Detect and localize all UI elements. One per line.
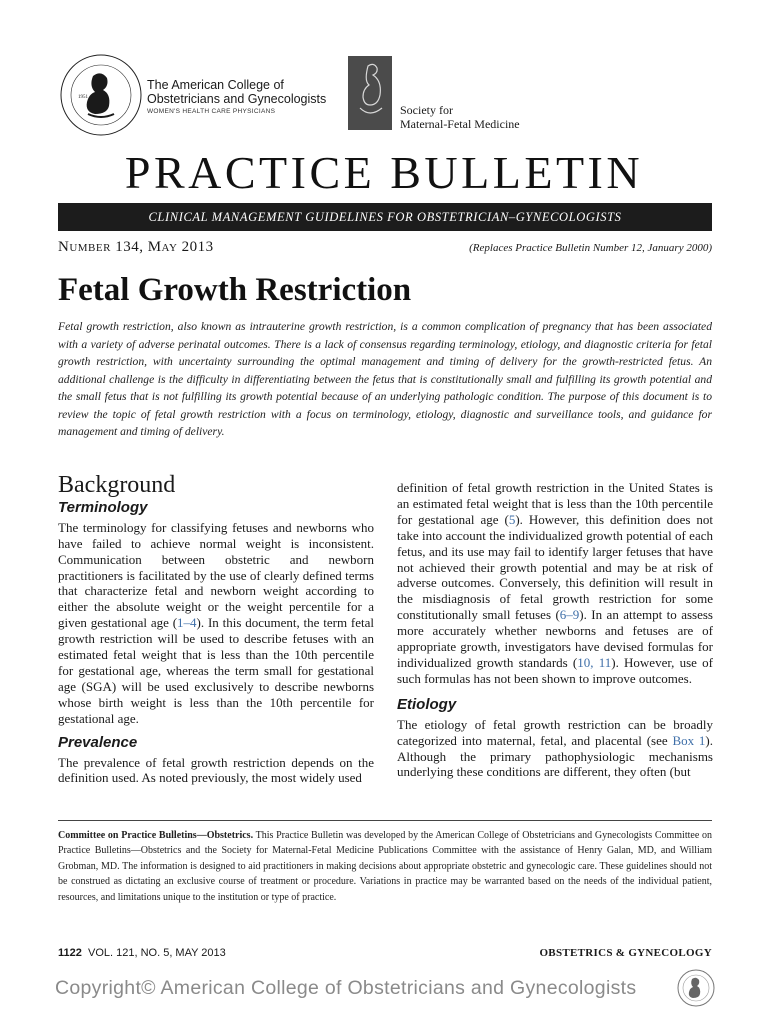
acog-tagline: WOMEN'S HEALTH CARE PHYSICIANS	[147, 107, 276, 115]
abstract: Fetal growth restriction, also known as intrauterine growth restriction, is a common complication of pregnancy that has been associated with a variety of adverse perinatal outcomes. There is a lack of consensus regarding terminology, etiology, and diagnostic criteria for fetal growth restriction, with uncertainty surrounding the optimal management and timing of delivery for the growth-restricted fetus. An additional challenge is the difficulty in differentiating between the fetus that is constitutionally small and fulfilling its growth potential and the small fetus that is not fulfilling its growth potential because of an underlying pathologic condition. The purpose of this document is to review the topic of fetal growth restriction with a focus on terminology, etiology, diagnostic and surveillance tools, and guidance for management and timing of delivery.	[58, 320, 712, 438]
reference-link[interactable]: 6–9	[559, 607, 580, 623]
journal-name: OBSTETRICS & GYNECOLOGY	[539, 947, 712, 959]
replaces-note: (Replaces Practice Bulletin Number 12, January 2000)	[469, 242, 712, 254]
smfm-name-line2: Maternal-Fetal Medicine	[400, 117, 520, 132]
acog-wordmark	[147, 78, 326, 115]
prevalence-heading: Prevalence	[58, 733, 138, 751]
background-heading: Background	[58, 472, 176, 498]
footer-left	[58, 947, 226, 959]
acog-name-line1: The American College of	[147, 78, 284, 92]
committee-text: This Practice Bulletin was developed by the American College of Obstetricians and Gynecologists Committee on Practice Bulletins—Obstetrics and the Society for Maternal-Fetal Medicine Publications Committee with the assistance of Henry Galan, MD, and William Grobman, MD. The information is designed to aid practitioners in making decisions about appropriate obstetric and gynecologic care. These guidelines should not be construed as dictating an exclusive course of treatment or procedure. Variations in practice may be warranted based on the needs of the individual patient, resources, and limitations unique to the institution or type of practice.	[58, 830, 712, 903]
acog-name-line2: Obstetricians and Gynecologists	[147, 92, 327, 107]
etiology-text-b: ). Although the primary pathophysiologic mechanisms underlying these conditions are different, they often (but	[397, 732, 714, 780]
terminology-text-b: ). In this document, the term fetal growth restriction will be used to describe fetuses with an estimated fetal weight that is less than the 10th percentile for gestational age, whereas the term small for gestational age (SGA) will be used exclusively to describe newborns whose birth weight is less than the 10th percentile for gestational age.	[58, 615, 374, 726]
committee-divider	[58, 820, 712, 821]
right-column	[397, 480, 713, 788]
guidelines-banner: CLINICAL MANAGEMENT GUIDELINES FOR OBSTETRICIAN–GYNECOLOGISTS	[58, 203, 712, 231]
terminology-paragraph	[58, 520, 374, 727]
committee-note	[58, 828, 712, 905]
smfm-name-line1: Society for	[400, 103, 453, 117]
reference-link[interactable]: 1–4	[177, 615, 197, 631]
svg-text:1951: 1951	[78, 95, 88, 100]
volume-info: VOL. 121, NO. 5, MAY 2013	[88, 947, 226, 959]
practice-bulletin-title: PRACTICE BULLETIN	[124, 147, 644, 198]
terminology-heading: Terminology	[58, 498, 148, 516]
committee-lead: Committee on Practice Bulletins—Obstetrics.	[58, 830, 254, 841]
definition-paragraph	[397, 480, 713, 687]
terminology-text-a: The terminology for classifying fetuses and newborns who have failed to achieve normal weight is inconsistent. Communication between obstetric and newborn practitioners is facilitated by the use of clearly defined terms that characterize fetal and newborn weight according to either the absolute weight or the weight percentile for a given gestational age (	[58, 519, 374, 631]
definition-text-d: ). However, use of such formulas has not been shown to improve outcomes.	[397, 654, 713, 686]
smfm-logo	[348, 56, 392, 130]
acog-seal-logo	[58, 52, 144, 138]
etiology-heading: Etiology	[397, 695, 457, 713]
reference-link[interactable]: 5	[508, 511, 516, 527]
definition-text-a: definition of fetal growth restriction in the United States is an estimated fetal weight that is less than the 10th percentile for gestational age (	[397, 480, 713, 527]
left-column	[58, 472, 374, 794]
smfm-wordmark	[400, 103, 520, 132]
box-reference-link[interactable]: Box 1	[672, 732, 706, 748]
bulletin-number: Number 134, May 2013	[58, 239, 214, 255]
acog-seal-small-icon	[676, 968, 716, 1008]
reference-link[interactable]: 10, 11	[577, 654, 612, 670]
page-number: 1122	[58, 947, 82, 959]
document-title: Fetal Growth Restriction	[58, 272, 412, 308]
etiology-paragraph	[397, 717, 713, 781]
prevalence-paragraph: The prevalence of fetal growth restriction depends on the definition used. As noted previously, the most widely used	[58, 754, 374, 786]
copyright-watermark: Copyright© American College of Obstetricians and Gynecologists	[55, 977, 637, 999]
definition-text-c: ). In an attempt to assess more accurately whether newborns and fetuses are of appropriate growth, investigators have devised formulas for individualized growth standards (	[397, 607, 713, 670]
etiology-text-a: The etiology of fetal growth restriction can be broadly categorized into maternal, fetal, and placental (see	[397, 716, 713, 748]
definition-text-b: ). However, this definition does not take into account the individualized growth potential of each fetus, and its use may fail to identify larger fetuses that have not achieved their growth potential and may be at risk of adverse outcomes. Conversely, this definition will result in the misdiagnosis of fetal growth restriction for some constitutionally small fetuses (	[397, 511, 714, 623]
